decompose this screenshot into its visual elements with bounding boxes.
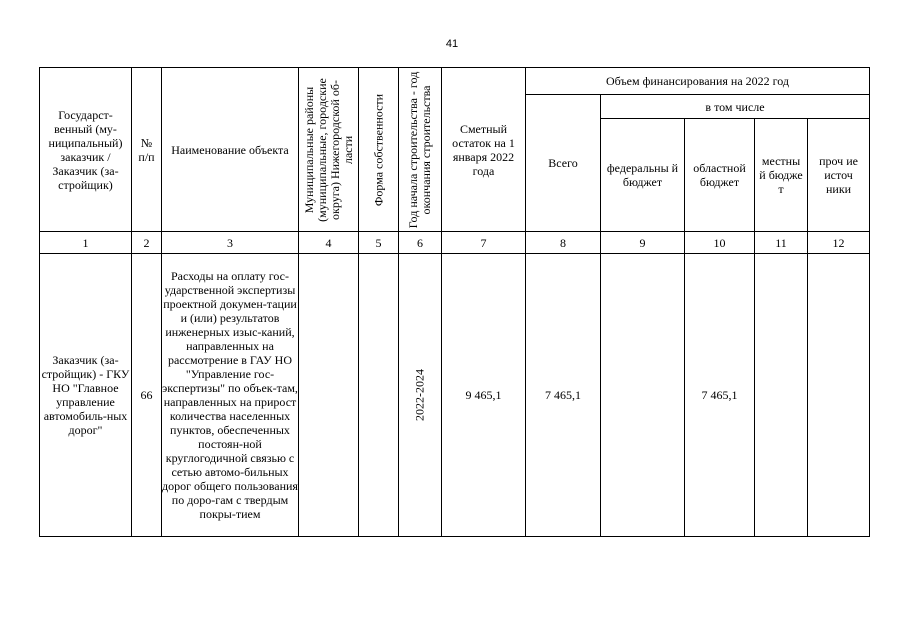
column-number: 6 (399, 232, 442, 254)
header-local: местны й бюдже т (755, 119, 808, 232)
header-years: Год начала строительства - год окончания строительства (399, 68, 442, 232)
row-total: 7 465,1 (526, 254, 601, 537)
column-number: 8 (526, 232, 601, 254)
column-number: 5 (359, 232, 399, 254)
header-object-name: Наименование объекта (162, 68, 299, 232)
row-balance: 9 465,1 (442, 254, 526, 537)
header-ownership: Форма собственности (359, 68, 399, 232)
row-years-value: 2022-2024 (412, 369, 427, 421)
column-numbers-row (40, 232, 870, 254)
row-regional: 7 465,1 (685, 254, 755, 537)
header-balance: Сметный остаток на 1 января 2022 года (442, 68, 526, 232)
header-districts: Муниципальные районы (муниципальные, городские округа) Нижегородской об-ласти (299, 68, 359, 232)
header-row-1 (40, 68, 870, 95)
row-customer: Заказчик (за-стройщик) - ГКУ НО "Главное управление автомобиль-ных дорог" (40, 254, 132, 537)
header-including: в том числе (601, 95, 870, 119)
header-number: № п/п (132, 68, 162, 232)
header-regional: областной бюджет (685, 119, 755, 232)
column-number: 12 (808, 232, 870, 254)
column-number: 1 (40, 232, 132, 254)
row-local (755, 254, 808, 537)
column-number: 11 (755, 232, 808, 254)
header-funding: Объем финансирования на 2022 год (526, 68, 870, 95)
header-total: Всего (526, 95, 601, 232)
row-number: 66 (132, 254, 162, 537)
row-districts (299, 254, 359, 537)
financing-table (39, 67, 870, 537)
header-federal: федеральны й бюджет (601, 119, 685, 232)
row-federal (601, 254, 685, 537)
row-ownership (359, 254, 399, 537)
column-number: 9 (601, 232, 685, 254)
column-number: 4 (299, 232, 359, 254)
column-number: 7 (442, 232, 526, 254)
row-description: Расходы на оплату гос-ударственной экспертизы проектной докумен-тации и (или) результатов инженерных изыс-каний, направленных на рассмотрение в ГАУ НО "Управление гос-экспертизы" по объек-там, направленных на прирост количества населенных пунктов, обеспеченных постоян-ной круглогодичной связью с сетью автомо-бильных дорог общего пользования по доро-гам с твердым покры-тием (162, 254, 299, 537)
header-customer: Государст-венный (му-ниципальный) заказчик / Заказчик (за-стройщик) (40, 68, 132, 232)
row-other (808, 254, 870, 537)
column-number: 10 (685, 232, 755, 254)
page-number: 41 (445, 38, 459, 50)
header-other: проч ие источ ники (808, 119, 870, 232)
row-years (399, 254, 442, 537)
column-number: 2 (132, 232, 162, 254)
column-number: 3 (162, 232, 299, 254)
table-row (40, 254, 870, 537)
